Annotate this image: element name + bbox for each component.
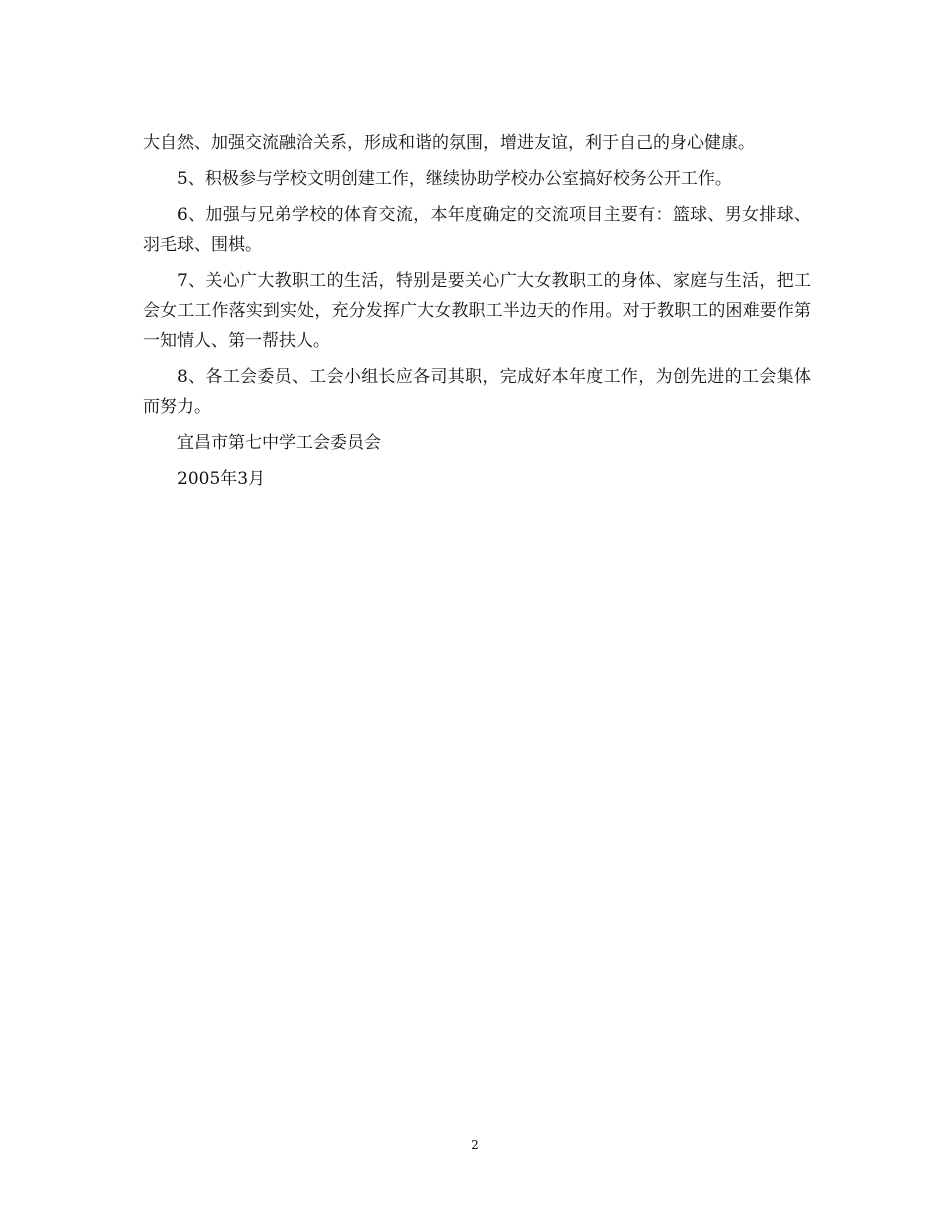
paragraph-continuation: 大自然、加强交流融洽关系，形成和谐的氛围，增进友谊，利于自己的身心健康。 <box>143 133 755 153</box>
paragraph-item-6: 6、加强与兄弟学校的体育交流，本年度确定的交流项目主要有：篮球、男女排球、羽毛球、围棋。 <box>143 205 811 255</box>
signature-date: 2005年3月 <box>177 469 266 489</box>
paragraph-item-8: 8、各工会委员、工会小组长应各司其职，完成好本年度工作，为创先进的工会集体而努力。 <box>143 367 811 417</box>
paragraph-item-5: 5、积极参与学校文明创建工作，继续协助学校办公室搞好校务公开工作。 <box>177 169 732 189</box>
document-body <box>143 128 811 500</box>
signature-organization: 宜昌市第七中学工会委员会 <box>177 433 381 453</box>
paragraph-item-7: 7、关心广大教职工的生活，特别是要关心广大女教职工的身体、家庭与生活，把工会女工工作落实到实处，充分发挥广大女教职工半边天的作用。对于教职工的困难要作第一知情人、第一帮扶人。 <box>143 271 811 351</box>
page-number: 2 <box>471 1138 479 1152</box>
